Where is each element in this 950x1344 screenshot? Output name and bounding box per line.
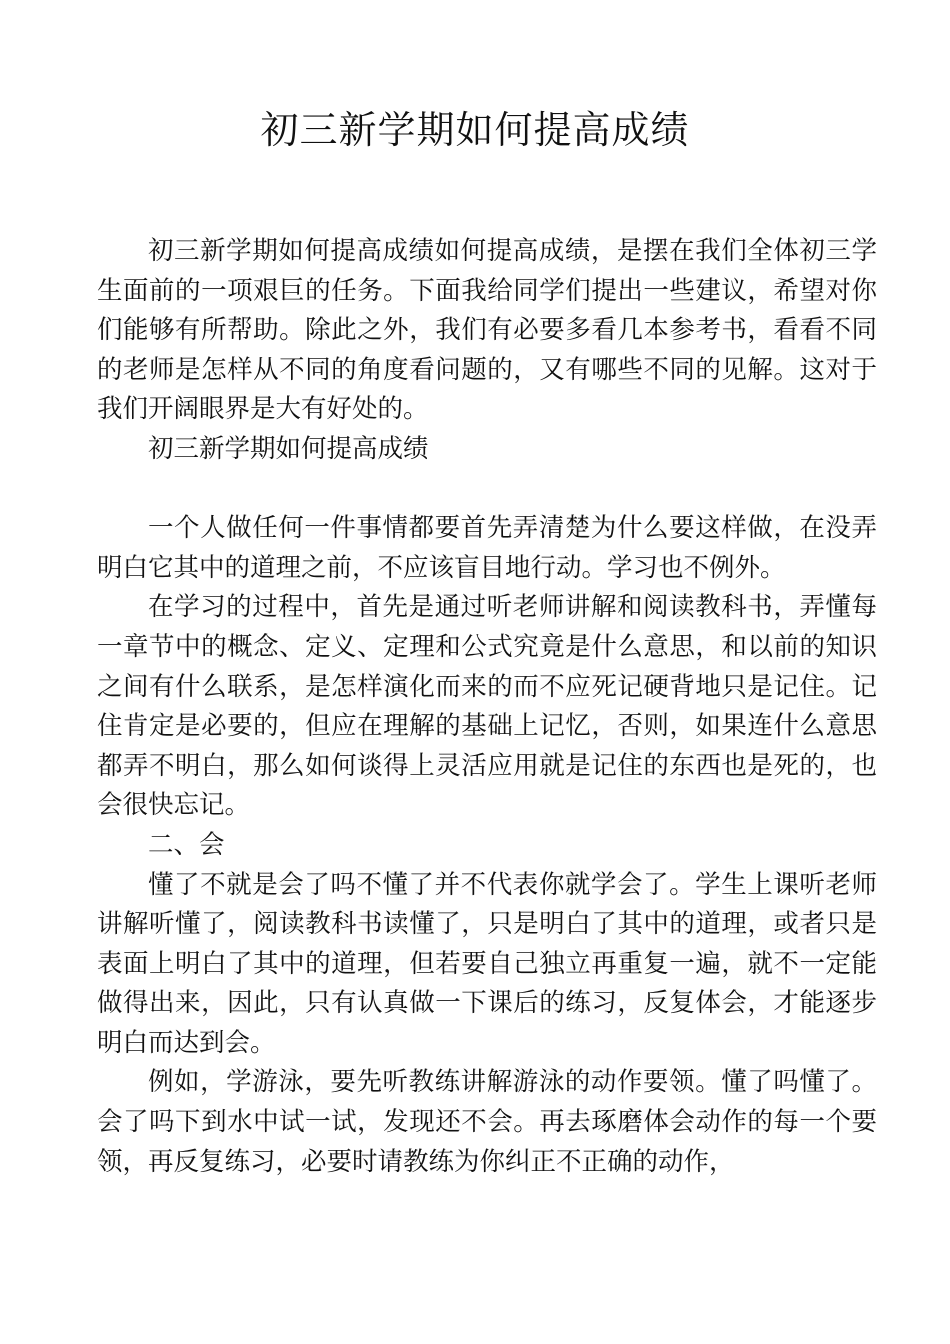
paragraph-subheading: 初三新学期如何提高成绩 bbox=[148, 433, 429, 464]
paragraph-intro: 初三新学期如何提高成绩如何提高成绩，是摆在我们全体初三学生面前的一项艰巨的任务。下面我给同学们提出一些建议，希望对你们能够有所帮助。除此之外，我们有必要多看几本参考书，看看不同的老师是怎样从不同的角度看问题的，又有哪些不同的见解。这对于我们开阔眼界是大有好处的。 bbox=[97, 236, 877, 425]
paragraph-swimming-example: 例如，学游泳，要先听教练讲解游泳的动作要领。懂了吗懂了。会了吗下到水中试一试，发现还不会。再去琢磨体会动作的每一个要领，再反复练习，必要时请教练为你纠正不正确的动作， bbox=[97, 1067, 877, 1177]
document-title: 初三新学期如何提高成绩 bbox=[260, 108, 690, 152]
paragraph-understand: 在学习的过程中，首先是通过听老师讲解和阅读教科书，弄懂每一章节中的概念、定义、定理和公式究竟是什么意思，和以前的知识之间有什么联系，是怎样演化而来的而不应死记硬背地只是记住。记住肯定是必要的，但应在理解的基础上记忆，否则，如果连什么意思都弄不明白，那么如何谈得上灵活应用就是记住的东西也是死的，也会很快忘记。 bbox=[97, 592, 877, 821]
paragraph-gap bbox=[97, 470, 877, 510]
paragraph-know-how: 懂了不就是会了吗不懂了并不代表你就学会了。学生上课听老师讲解听懂了，阅读教科书读懂了，只是明白了其中的道理，或者只是表面上明白了其中的道理，但若要自己独立再重复一遍，就不一定能做得出来，因此，只有认真做一下课后的练习，反复体会，才能逐步明白而达到会。 bbox=[97, 869, 877, 1058]
section-heading-2: 二、会 bbox=[148, 829, 225, 860]
paragraph-why: 一个人做任何一件事情都要首先弄清楚为什么要这样做，在没弄明白它其中的道理之前，不应该盲目地行动。学习也不例外。 bbox=[97, 513, 877, 583]
document-body bbox=[97, 232, 877, 1182]
